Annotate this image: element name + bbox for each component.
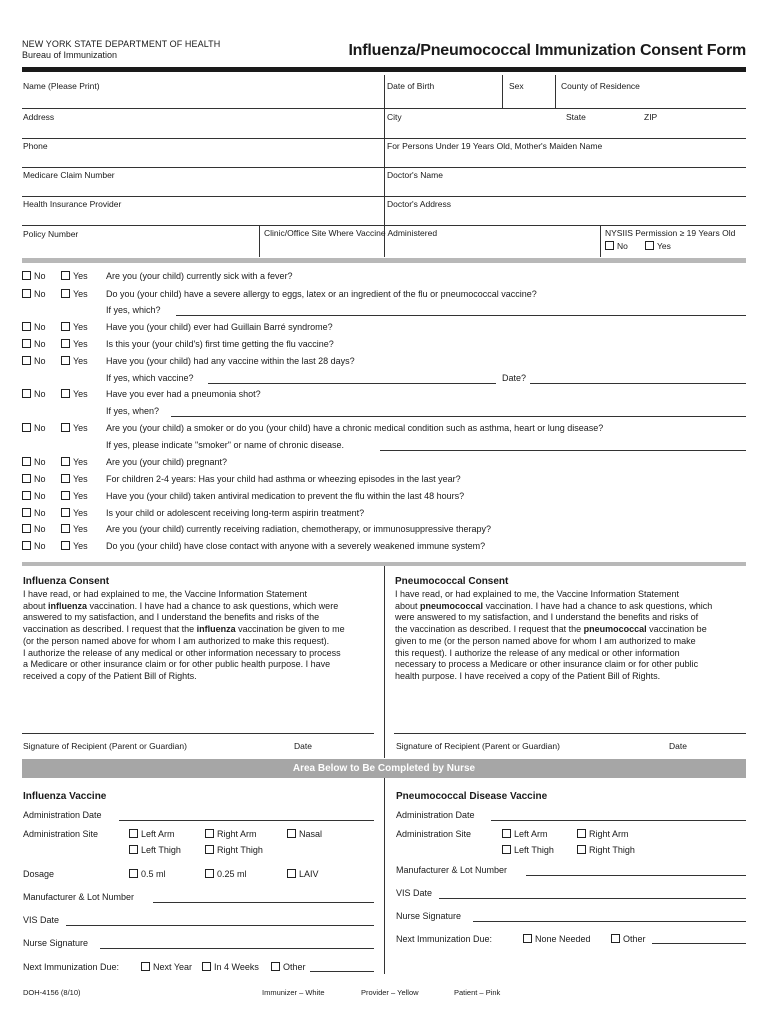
- flu-left-thigh-option[interactable]: Left Thigh: [129, 845, 181, 855]
- nysiis-yes-option[interactable]: Yes: [645, 241, 671, 251]
- copy-patient: Patient – Pink: [454, 988, 501, 997]
- county-label: County of Residence: [561, 81, 640, 91]
- yes-option[interactable]: Yes: [61, 457, 88, 467]
- grid-rule: [22, 138, 746, 139]
- consent-line: I have read, or had explained to me, the Vaccine Information Statement: [395, 589, 680, 599]
- checkbox[interactable]: [22, 474, 31, 483]
- checkbox[interactable]: [61, 541, 70, 550]
- checkbox[interactable]: [22, 457, 31, 466]
- flu-nurse-signature-label: Nurse Signature: [23, 938, 89, 948]
- no-option[interactable]: No: [22, 508, 46, 518]
- consent-line: given to me (or the person named above for whom I am authorized to make: [395, 635, 696, 646]
- copy-immunizer: Immunizer – White: [262, 988, 325, 997]
- form-id: DOH-4156 (8/10): [23, 988, 81, 997]
- checkbox[interactable]: [523, 934, 532, 943]
- question-row: [22, 356, 746, 371]
- vaccine-followup-label: If yes, which vaccine?: [106, 373, 194, 383]
- checkbox[interactable]: [61, 322, 70, 331]
- yes-option[interactable]: Yes: [61, 339, 88, 349]
- bureau-name: Bureau of Immunization: [22, 50, 118, 60]
- vaccine-date-line[interactable]: [530, 383, 746, 384]
- header-rule: [22, 67, 746, 72]
- question-text: Is this your (your child's) first time getting the flu vaccine?: [106, 339, 334, 349]
- question-row: [22, 541, 746, 556]
- checkbox[interactable]: [61, 339, 70, 348]
- checkbox[interactable]: [502, 845, 511, 854]
- question-text: Are you (your child) a smoker or do you (your child) have a chronic medical condition such as asthma, heart or lung disease?: [106, 423, 604, 433]
- copy-provider: Provider – Yellow: [361, 988, 419, 997]
- flu-admin-date-label: Administration Date: [23, 810, 102, 820]
- header-agency: [22, 39, 220, 61]
- consent-line: this request). I authorize the release of any medical or other information: [395, 647, 680, 658]
- checkbox[interactable]: [22, 339, 31, 348]
- pneumo-manufacturer-label: Manufacturer & Lot Number: [396, 865, 508, 875]
- checkbox[interactable]: [129, 869, 138, 878]
- section-separator: [22, 258, 746, 263]
- checkbox[interactable]: [577, 829, 586, 838]
- nurse-area-band: Area Below to Be Completed by Nurse: [22, 759, 746, 778]
- chronic-followup-label: If yes, please indicate "smoker" or name of chronic disease.: [106, 440, 345, 450]
- no-option[interactable]: No: [22, 389, 46, 399]
- checkbox[interactable]: [271, 962, 280, 971]
- sex-label: Sex: [509, 81, 524, 91]
- no-option[interactable]: No: [22, 541, 46, 551]
- allergy-followup-label: If yes, which?: [106, 305, 161, 315]
- flu-next-year-option[interactable]: Next Year: [141, 962, 192, 972]
- influenza-signature-line[interactable]: [22, 733, 374, 734]
- grid-divider: [502, 75, 503, 108]
- yes-option[interactable]: Yes: [61, 322, 88, 332]
- checkbox[interactable]: [22, 508, 31, 517]
- checkbox[interactable]: [61, 356, 70, 365]
- consent-line: I authorize the release of any medical or other information necessary to process: [23, 647, 341, 658]
- checkbox[interactable]: [287, 829, 296, 838]
- yes-option[interactable]: Yes: [61, 474, 88, 484]
- question-row: [22, 389, 746, 404]
- checkbox[interactable]: [611, 934, 620, 943]
- consent-line: about influenza vaccination. I have had a chance to ask questions, which were: [23, 600, 339, 611]
- pneumo-right-arm-option[interactable]: Right Arm: [577, 829, 629, 839]
- flu-laiv-option[interactable]: LAIV: [287, 869, 319, 879]
- no-option[interactable]: No: [22, 524, 46, 534]
- question-text: Do you (your child) have a severe allergy to eggs, latex or an ingredient of the flu or pneumococcal vaccine?: [106, 289, 537, 299]
- question-row: [22, 508, 746, 523]
- influenza-vaccine-title: Influenza Vaccine: [23, 791, 107, 802]
- question-row: [22, 322, 746, 337]
- question-text: Do you (your child) have close contact with anyone with a severely weakened immune system?: [106, 541, 486, 551]
- flu-vis-date-label: VIS Date: [23, 915, 60, 925]
- yes-option[interactable]: Yes: [61, 491, 88, 501]
- flu-admin-date-line[interactable]: [119, 820, 374, 821]
- no-option[interactable]: No: [22, 271, 46, 281]
- medicare-label: Medicare Claim Number: [23, 170, 115, 180]
- consent-line: received a copy of the Patient Bill of Rights.: [23, 670, 197, 681]
- flu-nasal-option[interactable]: Nasal: [287, 829, 322, 839]
- no-option[interactable]: No: [22, 356, 46, 366]
- question-text: Have you (your child) ever had Guillain Barré syndrome?: [106, 322, 333, 332]
- department-name: NEW YORK STATE DEPARTMENT OF HEALTH: [22, 39, 221, 49]
- grid-rule: [22, 225, 746, 226]
- pneumo-admin-date-label: Administration Date: [396, 810, 475, 820]
- maiden-name-label: For Persons Under 19 Years Old, Mother's Maiden Name: [387, 141, 603, 151]
- checkbox[interactable]: [502, 829, 511, 838]
- question-row: [22, 423, 746, 438]
- checkbox[interactable]: [61, 423, 70, 432]
- pneumococcal-signature-line[interactable]: [394, 733, 746, 734]
- checkbox[interactable]: [61, 289, 70, 298]
- checkbox[interactable]: [22, 524, 31, 533]
- question-row: [22, 524, 746, 539]
- insurance-label: Health Insurance Provider: [23, 199, 122, 209]
- pneumo-admin-site-label: Administration Site: [396, 829, 472, 839]
- checkbox[interactable]: [205, 845, 214, 854]
- yes-option[interactable]: Yes: [61, 524, 88, 534]
- flu-vis-date-line[interactable]: [66, 925, 374, 926]
- yes-option[interactable]: Yes: [61, 289, 88, 299]
- grid-rule: [22, 167, 746, 168]
- pneumo-nurse-signature-line[interactable]: [473, 921, 746, 922]
- grid-rule: [22, 108, 746, 109]
- question-row: [22, 457, 746, 472]
- state-label: State: [566, 112, 586, 122]
- pneumococcal-signature-label: Signature of Recipient (Parent or Guardian): [396, 741, 560, 751]
- pneumo-none-needed-option[interactable]: None Needed: [523, 934, 591, 944]
- doctor-name-label: Doctor's Name: [387, 170, 443, 180]
- grid-divider: [555, 75, 556, 108]
- yes-option[interactable]: Yes: [61, 508, 88, 518]
- checkbox[interactable]: [22, 541, 31, 550]
- pneumo-right-thigh-option[interactable]: Right Thigh: [577, 845, 635, 855]
- checkbox[interactable]: [22, 289, 31, 298]
- pneumo-next-due-label: Next Immunization Due:: [396, 934, 493, 944]
- question-text: Are you (your child) pregnant?: [106, 457, 228, 467]
- allergy-followup-line[interactable]: [176, 315, 746, 316]
- consent-line: about pneumococcal vaccination. I have had a chance to ask questions, which: [395, 600, 713, 611]
- checkbox[interactable]: [577, 845, 586, 854]
- flu-in-4-weeks-option[interactable]: In 4 Weeks: [202, 962, 259, 972]
- address-label: Address: [23, 112, 55, 122]
- consent-line: a Medicare or other insurance claim or for other public health purpose. I have: [23, 659, 331, 670]
- yes-option[interactable]: Yes: [61, 271, 88, 281]
- consent-line: I have read, or had explained to me, the Vaccine Information Statement: [23, 589, 308, 599]
- influenza-signature-label: Signature of Recipient (Parent or Guardian): [23, 741, 187, 751]
- checkbox[interactable]: [61, 457, 70, 466]
- checkbox[interactable]: [129, 845, 138, 854]
- flu-admin-site-label: Administration Site: [23, 829, 99, 839]
- nurse-divider: [384, 778, 385, 974]
- consent-line: necessary to process a Medicare or other insurance claim or for other public: [395, 659, 699, 670]
- zip-label: ZIP: [644, 112, 658, 122]
- checkbox[interactable]: [61, 524, 70, 533]
- question-row: [22, 289, 746, 304]
- flu-dose-05-option[interactable]: 0.5 ml: [129, 869, 166, 879]
- no-option[interactable]: No: [22, 474, 46, 484]
- clinic-label: Clinic/Office Site Where Vaccine Administered: [264, 228, 438, 238]
- consent-line: answered to my satisfaction, and I understand the benefits and risks of the: [23, 612, 320, 623]
- question-row: [22, 339, 746, 354]
- checkbox[interactable]: [22, 271, 31, 280]
- name-label: Name (Please Print): [23, 81, 100, 91]
- checkbox[interactable]: [22, 356, 31, 365]
- checkbox[interactable]: [605, 241, 614, 250]
- consent-line: (or the person named above for whom I am authorized to make this request).: [23, 635, 330, 646]
- flu-manufacturer-label: Manufacturer & Lot Number: [23, 892, 135, 902]
- checkbox[interactable]: [61, 508, 70, 517]
- yes-option[interactable]: Yes: [61, 356, 88, 366]
- checkbox[interactable]: [141, 962, 150, 971]
- pneumo-nurse-signature-label: Nurse Signature: [396, 911, 462, 921]
- question-text: Have you (your child) had any vaccine within the last 28 days?: [106, 356, 355, 366]
- consent-divider: [384, 566, 385, 758]
- yes-option[interactable]: Yes: [61, 541, 88, 551]
- vaccine-followup-line[interactable]: [208, 383, 496, 384]
- checkbox[interactable]: [205, 869, 214, 878]
- flu-nurse-signature-line[interactable]: [100, 948, 374, 949]
- flu-manufacturer-line[interactable]: [153, 902, 374, 903]
- checkbox[interactable]: [202, 962, 211, 971]
- flu-dosage-label: Dosage: [23, 869, 55, 879]
- checkbox[interactable]: [22, 322, 31, 331]
- influenza-date-label: Date: [294, 741, 312, 751]
- checkbox[interactable]: [61, 474, 70, 483]
- flu-left-arm-option[interactable]: Left Arm: [129, 829, 175, 839]
- checkbox[interactable]: [205, 829, 214, 838]
- question-text: Have you (your child) taken antiviral medication to prevent the flu within the last 48 hours?: [106, 491, 465, 501]
- consent-line: health purpose. I have received a copy of the Patient Bill of Rights.: [395, 670, 661, 681]
- policy-label: Policy Number: [23, 229, 79, 239]
- vaccine-date-label: Date?: [502, 373, 527, 383]
- question-text: Are you (your child) currently sick with a fever?: [106, 271, 293, 281]
- pneumo-manufacturer-line[interactable]: [526, 875, 746, 876]
- no-option[interactable]: No: [22, 289, 46, 299]
- flu-next-due-label: Next Immunization Due:: [23, 962, 120, 972]
- pneumococcal-vaccine-title: Pneumococcal Disease Vaccine: [396, 791, 548, 802]
- nysiis-label: NYSIIS Permission ≥ 19 Years Old: [605, 228, 736, 238]
- consent-line: the vaccination as described. I request that the pneumococcal vaccination be: [395, 624, 707, 635]
- no-option[interactable]: No: [22, 457, 46, 467]
- checkbox[interactable]: [22, 389, 31, 398]
- grid-divider: [600, 225, 601, 257]
- flu-other-line[interactable]: [310, 971, 374, 972]
- pneumo-other-line[interactable]: [652, 943, 746, 944]
- pneumonia-followup-label: If yes, when?: [106, 406, 160, 416]
- question-text: Is your child or adolescent receiving long-term aspirin treatment?: [106, 508, 365, 518]
- influenza-consent-title: Influenza Consent: [23, 576, 110, 587]
- pneumococcal-consent-title: Pneumococcal Consent: [395, 576, 509, 587]
- phone-label: Phone: [23, 141, 48, 151]
- flu-right-arm-option[interactable]: Right Arm: [205, 829, 257, 839]
- nysiis-no-option[interactable]: No: [605, 241, 628, 251]
- checkbox[interactable]: [61, 271, 70, 280]
- pneumo-vis-date-line[interactable]: [439, 898, 746, 899]
- flu-other-option[interactable]: Other: [271, 962, 306, 972]
- consent-line: vaccination as described. I request that the influenza vaccination be given to me: [23, 624, 345, 635]
- pneumococcal-date-label: Date: [669, 741, 687, 751]
- grid-divider: [259, 225, 260, 257]
- flu-right-thigh-option[interactable]: Right Thigh: [205, 845, 263, 855]
- no-option[interactable]: No: [22, 339, 46, 349]
- doctor-address-label: Doctor's Address: [387, 199, 451, 209]
- question-text: Have you ever had a pneumonia shot?: [106, 389, 261, 399]
- flu-dose-025-option[interactable]: 0.25 ml: [205, 869, 247, 879]
- checkbox[interactable]: [61, 491, 70, 500]
- checkbox[interactable]: [61, 389, 70, 398]
- no-option[interactable]: No: [22, 423, 46, 433]
- pneumo-other-option[interactable]: Other: [611, 934, 646, 944]
- question-row: [22, 491, 746, 506]
- pneumonia-followup-line[interactable]: [171, 416, 746, 417]
- pneumococcal-consent-text: [395, 589, 747, 683]
- grid-rule: [22, 196, 746, 197]
- question-row: [22, 271, 746, 286]
- checkbox[interactable]: [645, 241, 654, 250]
- checkbox[interactable]: [22, 491, 31, 500]
- pneumo-left-arm-option[interactable]: Left Arm: [502, 829, 548, 839]
- consent-line: were answered to my satisfaction, and I understand the benefits and risks of: [395, 612, 699, 623]
- checkbox[interactable]: [129, 829, 138, 838]
- city-label: City: [387, 112, 402, 122]
- pneumo-left-thigh-option[interactable]: Left Thigh: [502, 845, 554, 855]
- checkbox[interactable]: [287, 869, 296, 878]
- question-row: [22, 474, 746, 489]
- question-text: For children 2-4 years: Has your child had asthma or wheezing episodes in the last year?: [106, 474, 461, 484]
- yes-option[interactable]: Yes: [61, 389, 88, 399]
- checkbox[interactable]: [22, 423, 31, 432]
- no-option[interactable]: No: [22, 322, 46, 332]
- dob-label: Date of Birth: [387, 81, 435, 91]
- influenza-consent-text: [23, 589, 378, 683]
- pneumo-vis-date-label: VIS Date: [396, 888, 433, 898]
- form-title: Influenza/Pneumococcal Immunization Consent Form: [348, 42, 746, 59]
- pneumo-admin-date-line[interactable]: [491, 820, 746, 821]
- question-text: Are you (your child) currently receiving radiation, chemotherapy, or immunosuppressive therapy?: [106, 524, 492, 534]
- no-option[interactable]: No: [22, 491, 46, 501]
- chronic-followup-line[interactable]: [380, 450, 746, 451]
- yes-option[interactable]: Yes: [61, 423, 88, 433]
